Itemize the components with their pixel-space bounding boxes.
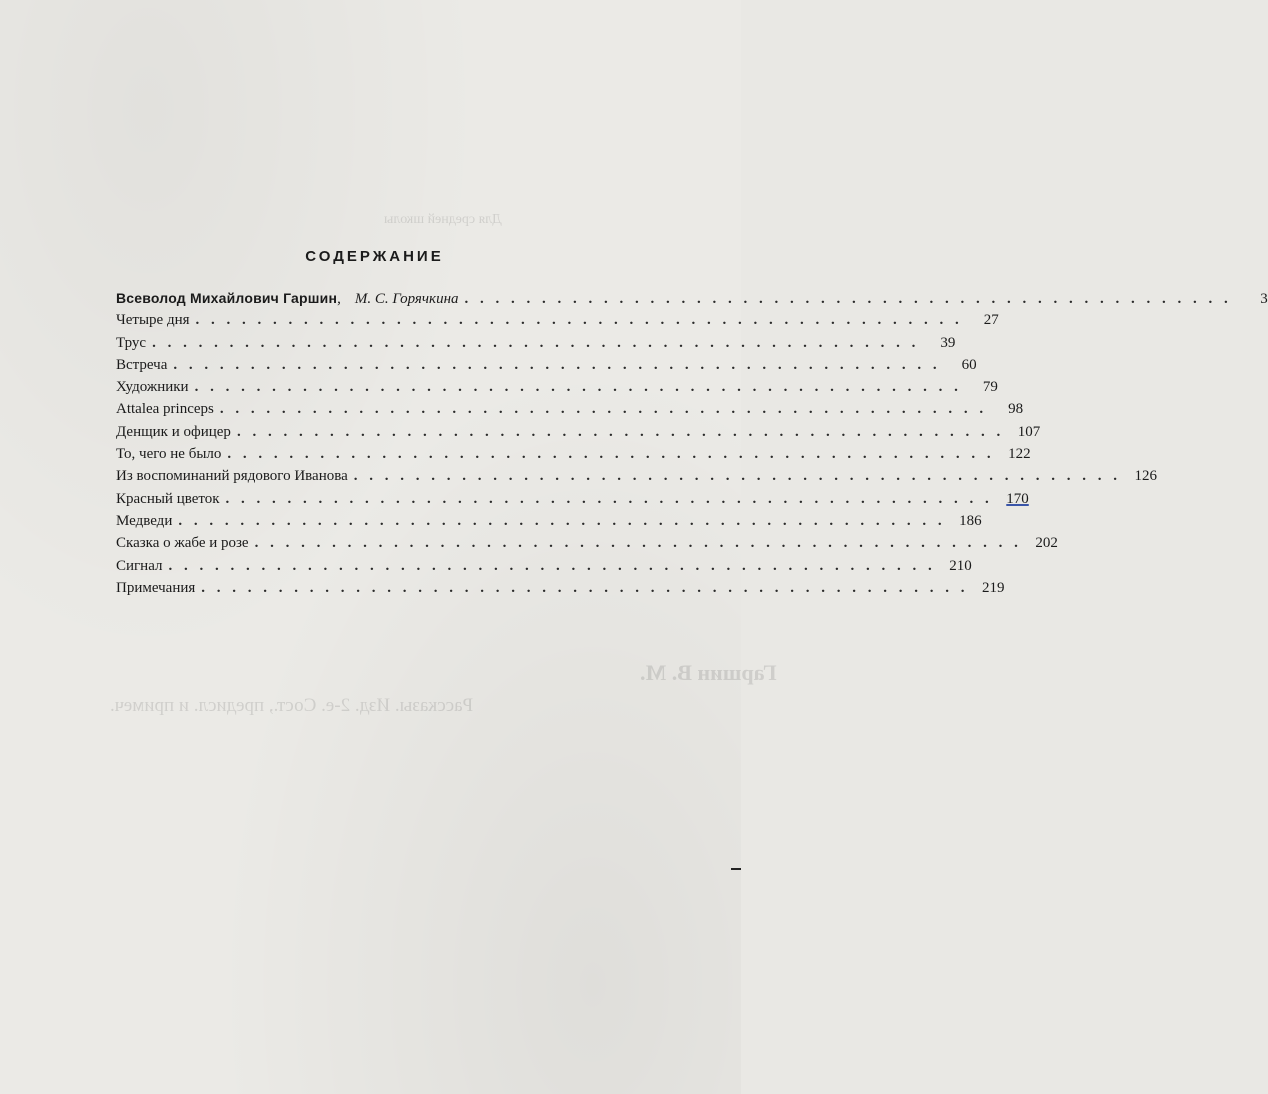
- toc-entry-title: Сигнал: [116, 557, 163, 574]
- toc-entry-page: 3: [1260, 291, 1268, 307]
- dot-leader: [173, 357, 940, 374]
- toc-entry-page: 98: [1008, 401, 1024, 418]
- dot-leader: [178, 513, 945, 530]
- dot-leader: [237, 424, 1004, 441]
- dot-leader: [465, 291, 1232, 308]
- dot-leader: [226, 491, 993, 508]
- dot-leader: [152, 335, 919, 352]
- toc-entry: [116, 490, 1029, 513]
- show-through-text: Для средней школы: [384, 212, 502, 227]
- toc-title: СОДЕРЖАНИЕ: [305, 248, 444, 265]
- toc-entry-page: 219: [982, 579, 1005, 596]
- toc-entry-title: Трус: [116, 334, 147, 351]
- show-through-text: Гаршин В. М.: [640, 660, 777, 685]
- toc-entry: [116, 535, 1058, 557]
- toc-entry-author: М. С. Горячкина: [354, 291, 459, 307]
- toc-entry-title: Красный цветок: [116, 490, 220, 507]
- toc-entry-title: Художники: [116, 379, 189, 396]
- dot-leader: [354, 468, 1121, 485]
- toc-entry-page: 107: [1017, 423, 1041, 440]
- toc-entry-title: Встреча: [116, 356, 168, 373]
- table-of-contents: [116, 290, 1268, 602]
- toc-entry-title: Примечания: [116, 579, 196, 596]
- toc-entry-page: 202: [1035, 535, 1058, 552]
- toc-entry: [116, 401, 1024, 423]
- toc-entry: [116, 446, 1031, 468]
- toc-entry: [116, 356, 977, 379]
- toc-entry-page: 39: [940, 334, 956, 351]
- edge-mark: [731, 868, 741, 870]
- toc-entry-page: 122: [1008, 446, 1031, 463]
- dot-leader: [201, 580, 968, 597]
- dot-leader: [196, 312, 963, 329]
- toc-entry-title: Сказка о жабе и розе: [116, 535, 249, 552]
- toc-entry: [116, 312, 999, 334]
- dot-leader: [195, 379, 962, 396]
- toc-entry: [116, 423, 1041, 446]
- toc-entry: [116, 468, 1158, 490]
- toc-entry-title: То, чего не было: [116, 446, 222, 463]
- toc-entry-title: Attalea princeps: [116, 401, 214, 418]
- toc-entry-title: Всеволод Михайлович Гаршин: [116, 290, 338, 306]
- toc-entry-page: 170: [1006, 490, 1029, 507]
- toc-entry-title: Четыре дня: [116, 312, 190, 329]
- toc-entry-page: 210: [949, 557, 972, 574]
- toc-entry-page: 79: [982, 379, 998, 396]
- toc-entry-title: Медведи: [116, 512, 173, 529]
- toc-entry-page: 60: [961, 356, 977, 373]
- toc-entry: [116, 379, 998, 401]
- dot-leader: [220, 401, 987, 418]
- toc-entry: [116, 579, 1005, 602]
- show-through-text: Рассказы. Изд. 2-е. Сост., предисл. и примеч.: [110, 695, 474, 716]
- dot-leader: [227, 446, 994, 463]
- dot-leader: [255, 535, 1022, 552]
- toc-entry: Всеволод Михайлович Гаршин , М. С. Горячкина . . . 3: [116, 290, 626, 312]
- toc-entry-page: 27: [983, 312, 999, 329]
- toc-entry-title: Из воспоминаний рядового Иванова: [116, 468, 348, 485]
- toc-entry: [116, 557, 972, 580]
- toc-entry-page: 186: [959, 512, 982, 529]
- toc-entry-title: Денщик и офицер: [116, 423, 231, 440]
- dot-leader: [169, 558, 936, 575]
- toc-entry: [116, 512, 982, 535]
- toc-entry: [116, 334, 956, 357]
- toc-entry-page: 126: [1134, 468, 1158, 485]
